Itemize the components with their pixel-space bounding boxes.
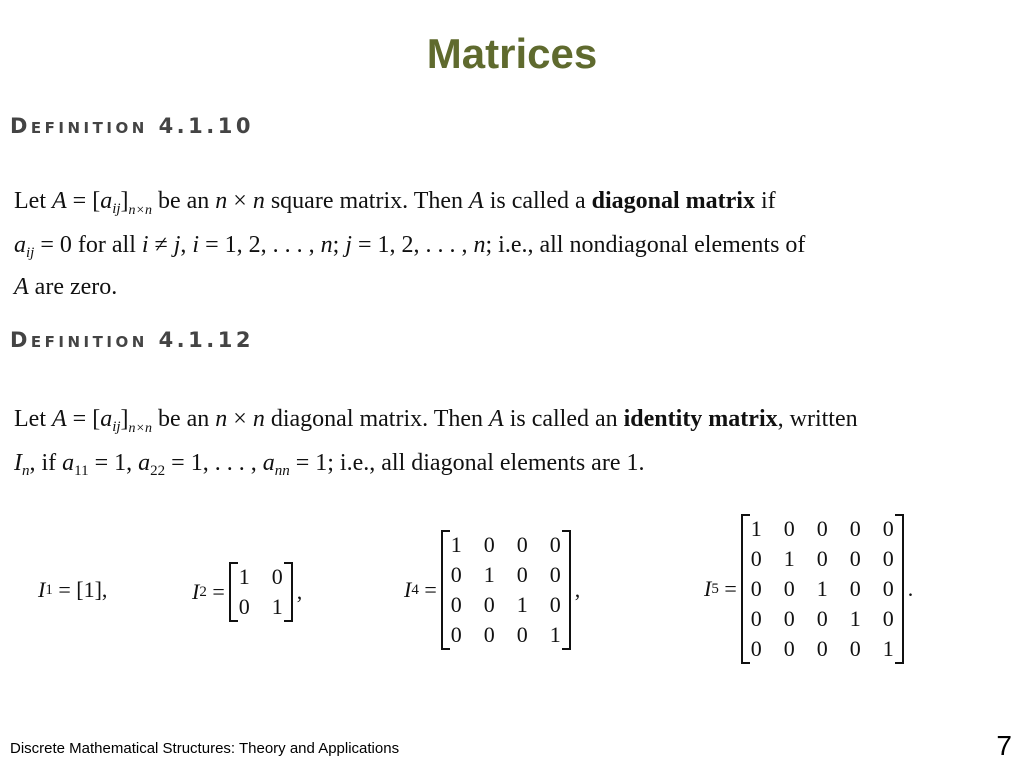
matrix-entry: 1	[271, 594, 283, 619]
matrix-entry: 0	[549, 592, 561, 617]
matrix-entry: 0	[783, 636, 795, 661]
matrix-entry: 0	[783, 576, 795, 601]
matrix-entry: 0	[450, 562, 462, 587]
page-number: 7	[996, 730, 1012, 761]
matrix-entry: 0	[516, 532, 528, 557]
term-diagonal-matrix: diagonal matrix	[591, 188, 755, 214]
matrix-entry: 0	[816, 636, 828, 661]
definition-heading-4-1-10: Definition 4.1.10	[10, 114, 254, 138]
definition-heading-4-1-12: Definition 4.1.12	[10, 328, 254, 352]
matrix-entry: 0	[816, 546, 828, 571]
matrix-bracket	[229, 562, 293, 622]
matrix-entry: 0	[882, 516, 894, 541]
matrix-entry: 0	[783, 516, 795, 541]
matrix-entry: 0	[882, 546, 894, 571]
matrix-entry: 0	[238, 594, 250, 619]
matrix-entry: 0	[516, 622, 528, 647]
matrix-entry: 0	[783, 606, 795, 631]
identity-matrix-i4: I 4 = 1 0 0 0 0 1 0 0 0 0 1 0 0 0 0 1 ,	[404, 530, 580, 650]
matrix-bracket	[741, 514, 904, 664]
matrix-entry: 1	[450, 532, 462, 557]
matrix-entry: 1	[750, 516, 762, 541]
matrix-entry: 0	[849, 546, 861, 571]
matrix-entry: 1	[783, 546, 795, 571]
matrix-entry: 0	[849, 636, 861, 661]
term-identity-matrix: identity matrix	[623, 406, 778, 432]
matrix-entry: 0	[483, 532, 495, 557]
identity-matrix-i1: I 1 = [1],	[38, 577, 108, 602]
definition-body-4-1-12: Let $A = [a_{ij}]_{n\times n}$ be an n × n diagonal matrix. Then A is called an identity matrix, written $I_n$, if $a_{11} = 1$, $a_{22} = 1$, . . . , $a_{nn} = 1$; i.e., all diagonal elements are 1.	[14, 406, 858, 479]
identity-matrix-i5: I 5 = 1 0 0 0 0 0 1 0 0 0 0 0 1 0 0 0 0 0 1 0 0 0 0 0 1 .	[704, 514, 913, 664]
matrix-entry: 1	[816, 576, 828, 601]
matrix-entry: 0	[271, 564, 283, 589]
matrix-entry: 1	[882, 636, 894, 661]
matrix-entry: 0	[549, 562, 561, 587]
matrix-entry: 1	[516, 592, 528, 617]
matrix-entry: 0	[882, 606, 894, 631]
matrix-entry: 1	[238, 564, 250, 589]
matrix-entry: 0	[450, 622, 462, 647]
definition-body-4-1-10: Let $A = [a_{ij}]_{n\times n}$ be an n × n square matrix. Then A is called a diagonal matrix if $a_{ij} = 0$ for all i ≠ j, i = 1, 2, . . . , n; j = 1, 2, . . . , n; i.e., all nondiagonal elements of A are zero.	[14, 188, 806, 300]
matrix-entry: 0	[516, 562, 528, 587]
matrix-entry: 0	[849, 576, 861, 601]
matrix-entry: 0	[450, 592, 462, 617]
slide-title: Matrices	[426, 30, 598, 77]
matrix-entry: 0	[750, 636, 762, 661]
matrix-entry: 0	[750, 606, 762, 631]
matrix-bracket	[441, 530, 571, 650]
matrix-entry: 1	[849, 606, 861, 631]
identity-matrix-i2: I 2 = 1 0 0 1 ,	[192, 562, 302, 622]
matrix-entry: 0	[549, 532, 561, 557]
matrix-entry: 0	[816, 516, 828, 541]
matrix-entry: 1	[483, 562, 495, 587]
matrix-entry: 0	[849, 516, 861, 541]
matrix-entry: 0	[750, 546, 762, 571]
matrix-entry: 0	[483, 622, 495, 647]
matrix-entry: 0	[816, 606, 828, 631]
matrix-entry: 1	[549, 622, 561, 647]
matrix-entry: 0	[882, 576, 894, 601]
footer-course-title: Discrete Mathematical Structures: Theory and Applications	[10, 740, 400, 757]
matrix-entry: 0	[483, 592, 495, 617]
matrix-entry: 0	[750, 576, 762, 601]
